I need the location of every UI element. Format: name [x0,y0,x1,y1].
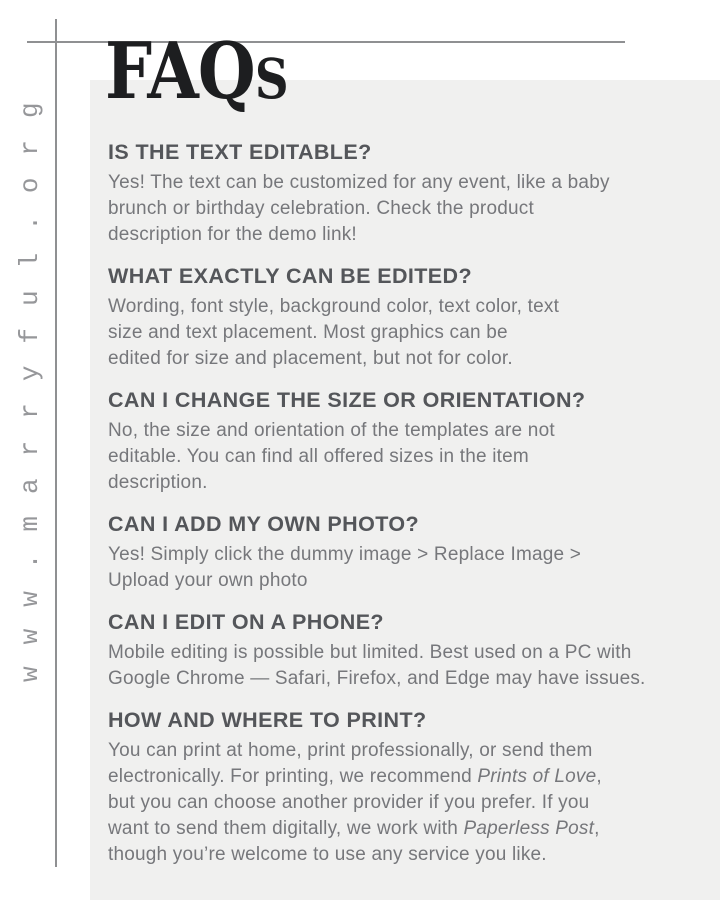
answer-text: description for the demo link! [108,224,357,245]
faq-question: CAN I ADD MY OWN PHOTO? [108,512,419,536]
faq-section [108,139,714,248]
answer-text: Mobile editing is possible but limited. Best used on a PC with [108,642,632,663]
faq-answer [108,640,714,692]
faq-section [108,707,714,868]
answer-text: brunch or birthday celebration. Check the product [108,198,534,219]
answer-text: edited for size and placement, but not for color. [108,348,513,369]
faq-question: IS THE TEXT EDITABLE? [108,140,372,164]
faq-question: WHAT EXACTLY CAN BE EDITED? [108,264,472,288]
faq-question: CAN I CHANGE THE SIZE OR ORIENTATION? [108,388,586,412]
answer-text: Google Chrome — Safari, Firefox, and Edge may have issues. [108,668,646,689]
answer-text: Yes! The text can be customized for any event, like a baby [108,172,610,193]
page-title: FAQs [105,26,288,117]
crosshair-vertical-line [55,19,57,867]
faq-answer [108,738,714,868]
faq-section [108,263,714,372]
faq-section [108,511,714,594]
answer-text: Upload your own photo [108,570,308,591]
faq-section [108,387,714,496]
website-url-vertical: www.marryful.org [15,80,45,682]
faq-list [108,139,714,883]
faq-answer [108,542,714,594]
answer-text: , [596,766,602,787]
answer-text-italic: Prints of Love [477,766,597,787]
answer-text: You can print at home, print professionally, or send them [108,740,593,761]
answer-text: though you’re welcome to use any service you like. [108,844,547,865]
answer-text: description. [108,472,208,493]
answer-text: but you can choose another provider if you prefer. If you [108,792,590,813]
answer-text: , [594,818,600,839]
answer-text: electronically. For printing, we recommend [108,766,478,787]
faq-answer [108,418,714,496]
faq-section [108,609,714,692]
answer-text-italic: Paperless Post [463,818,595,839]
faq-answer [108,294,714,372]
answer-text: editable. You can find all offered sizes in the item [108,446,529,467]
answer-text: No, the size and orientation of the templates are not [108,420,555,441]
answer-text: want to send them digitally, we work with [108,818,464,839]
faq-question: CAN I EDIT ON A PHONE? [108,610,384,634]
answer-text: Yes! Simply click the dummy image > Replace Image > [108,544,582,565]
faq-question: HOW AND WHERE TO PRINT? [108,708,427,732]
faq-answer [108,170,714,248]
answer-text: size and text placement. Most graphics can be [108,322,508,343]
answer-text: Wording, font style, background color, text color, text [108,296,560,317]
